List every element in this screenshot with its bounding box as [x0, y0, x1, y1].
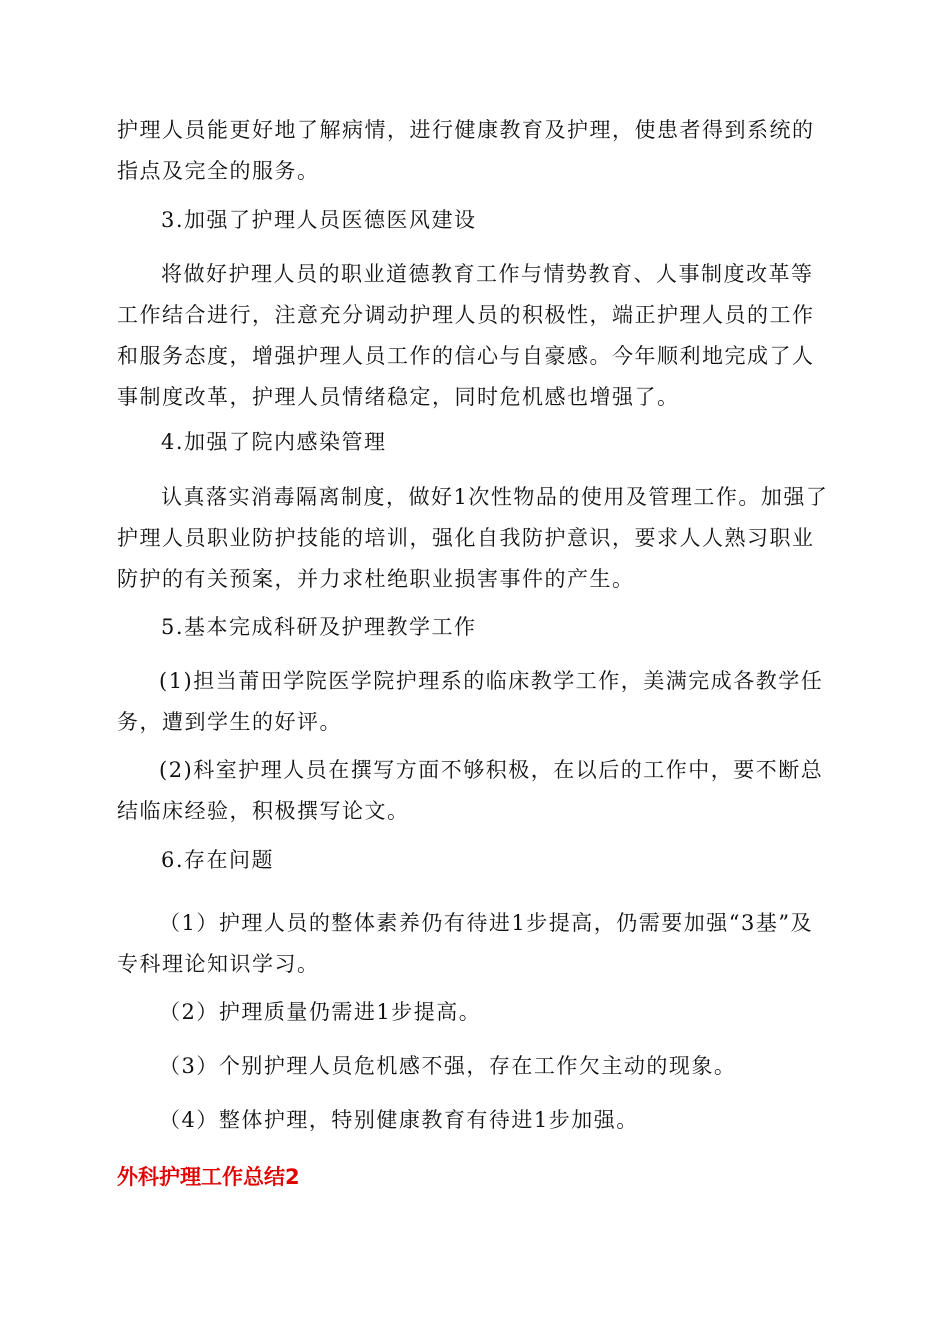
problem-item-4: （4）整体护理，特别健康教育有待进1步加强。 — [159, 1108, 639, 1132]
problem-item-3: （3）个别护理人员危机感不强，存在工作欠主动的现象。 — [159, 1054, 737, 1078]
paragraph-teaching-1: (1)担当莆田学院医学院护理系的临床教学工作，美满完成各教学任务，遭到学生的好评。 — [117, 669, 824, 734]
problem-item-1: （1）护理人员的整体素养仍有待进1步提高，仍需要加强“3基”及专科理论知识学习。 — [117, 911, 814, 976]
subheading-3: 3.加强了护理人员医德医风建设 — [161, 208, 477, 232]
subheading-4: 4.加强了院内感染管理 — [161, 430, 387, 454]
subheading-5: 5.基本完成科研及护理教学工作 — [161, 615, 477, 639]
section-heading: 外科护理工作总结2 — [117, 1165, 300, 1189]
paragraph-infection-control: 认真落实消毒隔离制度，做好1次性物品的使用及管理工作。加强了护理人员职业防护技能的培训，强化自我防护意识，要求人人熟习职业防护的有关预案，并力求杜绝职业损害事件的产生。 — [117, 485, 829, 591]
paragraph-ethics: 将做好护理人员的职业道德教育工作与情势教育、人事制度改革等工作结合进行，注意充分调动护理人员的积极性，端正护理人员的工作和服务态度，增强护理人员工作的信心与自豪感。今年顺利地完成了人事制度改革，护理人员情绪稳定，同时危机感也增强了。 — [117, 262, 815, 409]
paragraph-teaching-2: (2)科室护理人员在撰写方面不够积极，在以后的工作中，要不断总结临床经验，积极撰写论文。 — [117, 758, 824, 823]
problem-item-2: （2）护理质量仍需进1步提高。 — [159, 1000, 482, 1024]
subheading-6: 6.存在问题 — [161, 848, 275, 872]
paragraph-continuation: 护理人员能更好地了解病情，进行健康教育及护理，使患者得到系统的指点及完全的服务。 — [117, 118, 815, 183]
